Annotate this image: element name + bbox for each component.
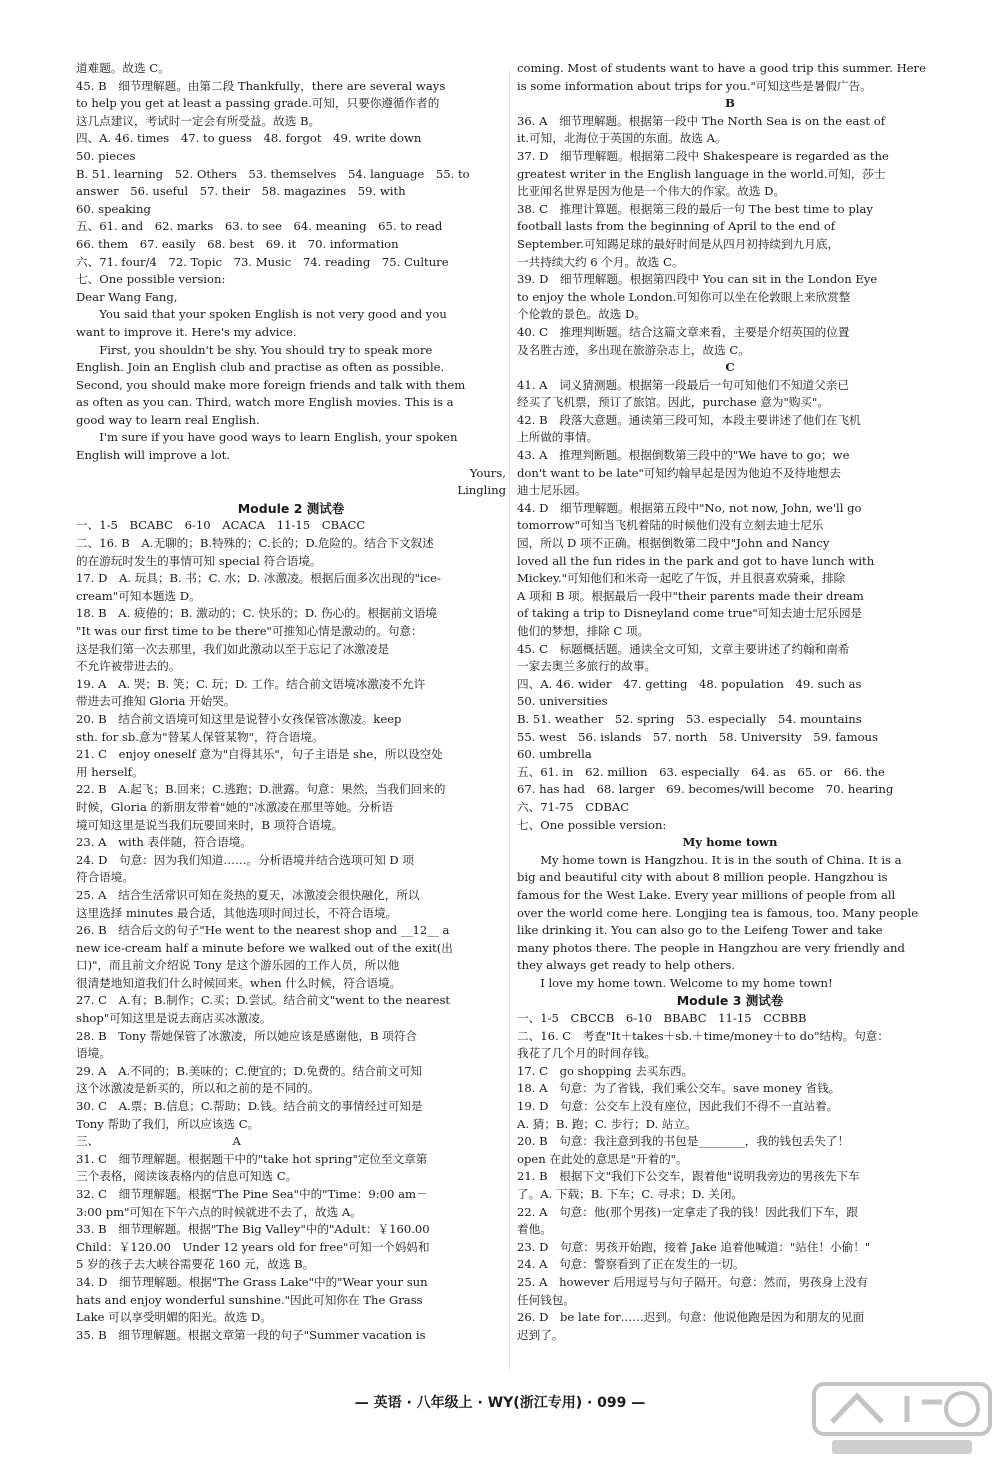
text-line: 19. D 句意：公交车上没有座位，因此我们不得不一直站着。	[517, 1099, 839, 1114]
text-line: 29. A A.不同的；B.美味的；C.便宜的；D.免费的。结合前文可知	[76, 1063, 423, 1078]
text-line: 迟到了。	[517, 1327, 564, 1342]
text-line: 17. D A. 玩具；B. 书；C. 水；D. 冰激凌。根据后面多次出现的"ice-	[76, 571, 441, 586]
text-line: 21. B 根据下文"我们下公交车，跟着他"说明我旁边的男孩先下车	[517, 1169, 860, 1184]
text-line: 四、A. 46. times 47. to guess 48. forgot 49. write down	[76, 131, 422, 146]
text-line: You said that your spoken English is not very good and you	[99, 307, 447, 322]
text-line: 28. B Tony 帮她保管了冰激凌，所以她应该是感谢他，B 项符合	[76, 1028, 418, 1043]
text-line: 30. C A.票；B.信息；C.帮助；D.钱。结合前文的事情经过可知是	[76, 1099, 423, 1114]
text-line: they always get ready to help others.	[517, 958, 736, 973]
text-line: over the world come here. Longjing tea is famous, too. Many people	[517, 905, 919, 920]
text-line: it.可知，北海位于英国的东面。故选 A。	[517, 131, 727, 146]
text-line: 25. A 结合生活常识可知在炎热的夏天，冰激凌会很快融化，所以	[76, 887, 420, 902]
text-line: 时候，Gloria 的新朋友带着"她的"冰激凌在那里等她。分析语	[76, 799, 394, 814]
text-line: 一、1-5 BCABC 6-10 ACACA 11-15 CBACC	[76, 518, 366, 533]
text-line: shop"可知这里是说去商店买冰激凌。	[76, 1011, 272, 1026]
text-line: 38. C 推理计算题。根据第三段的最后一句 The best time to play	[517, 201, 873, 216]
text-line: 境可知这里是说当我们玩要回来时，B 项符合语境。	[76, 817, 344, 832]
text-line: 22. A 句意：他(那个男孩)一定拿走了我的钱！因此我们下车，跟	[517, 1204, 858, 1219]
text-line: tomorrow"可知当飞机着陆的时候他们没有立刻去迪士尼乐	[517, 518, 824, 533]
text-line: 七、One possible version:	[76, 272, 226, 287]
text-line: 一、1-5 CBCCB 6-10 BBABC 11-15 CCBBB	[517, 1011, 807, 1026]
text-line: 23. A with 表伴随，符合语境。	[76, 835, 252, 850]
text-line: 67. has had 68. larger 69. becomes/will become 70. hearing	[517, 782, 894, 797]
text-line: 5 岁的孩子去大峡谷需要花 160 元，故选 B。	[76, 1257, 315, 1272]
text-line: 带进去可推知 Gloria 开始哭。	[76, 694, 236, 709]
text-line: cream"可知本题选 D。	[76, 588, 201, 603]
text-line: "It was our first time to be there"可推知心情是激动的。句意：	[76, 624, 423, 638]
text-line: C	[725, 360, 735, 375]
text-line: 着他。	[517, 1222, 552, 1237]
text-line: Lingling	[457, 483, 506, 498]
text-line: 66. them 67. easily 68. best 69. it 70. information	[76, 236, 399, 251]
text-line: coming. Most of students want to have a good trip this summer. Here	[517, 61, 926, 75]
text-line: to enjoy the whole London.可知你可以坐在伦敦眼上来欣赏整	[517, 289, 851, 304]
text-line: 这几点建议，考试时一定会有所受益。故选 B。	[76, 113, 321, 128]
text-line: 我花了几个月的时间存钱。	[517, 1046, 657, 1061]
text-line: Child：￥120.00 Under 12 years old for free"可知一个妈妈和	[76, 1239, 430, 1254]
text-line: 符合语境。	[76, 870, 134, 885]
text-line: 39. D 细节理解题。根据第四段中 You can sit in the London Eye	[517, 272, 878, 287]
text-line: 一家去奥兰多旅行的故事。	[517, 659, 657, 674]
text-line: 32. C 细节理解题。根据"The Pine Sea"中的"Time：9:00 am－	[76, 1187, 428, 1201]
text-line: B	[725, 96, 735, 111]
text-line: Dear Wang Fang,	[76, 289, 178, 304]
text-line: 21. C enjoy oneself 意为"自得其乐"，句子主语是 she，所以设空处	[76, 747, 443, 762]
text-line: 及名胜古迹，多出现在旅游杂志上，故选 C。	[517, 342, 750, 357]
text-line: A 项和 B 项。根据最后一段中"their parents made their dream	[517, 588, 864, 603]
text-line: 17. C go shopping 去买东西。	[517, 1063, 694, 1078]
text-line: I'm sure if you have good ways to learn English, your spoken	[99, 430, 458, 445]
text-line: as often as you can. Third, watch more English movies. This is a	[76, 395, 454, 410]
text-line: 不允许被带进去的。	[76, 659, 181, 674]
text-line: 27. C A.有；B.制作；C.买；D.尝试。结合前文"went to the nearest	[76, 993, 451, 1008]
text-line: want to improve it. Here's my advice.	[76, 324, 297, 339]
text-line: 44. D 细节理解题。根据第五段中"No, not now, John, we'll go	[517, 500, 862, 515]
text-line: 二、16. C 考查"It＋takes＋sb.＋time/money＋to do"结构。句意：	[517, 1028, 889, 1043]
text-line: 五、61. and 62. marks 63. to see 64. meaning 65. to read	[76, 219, 443, 234]
text-line: English. Join an English club and practise as often as possible.	[76, 360, 445, 375]
right-column	[517, 60, 943, 1344]
text-line: B. 51. weather 52. spring 53. especially 54. mountains	[517, 711, 862, 726]
section-heading: Module 3 测试卷	[676, 993, 784, 1009]
text-line: 四、A. 46. wider 47. getting 48. population 49. such as	[517, 676, 862, 691]
text-line: 45. C 标题概括题。通读全文可知，文章主要讲述了约翰和南希	[517, 641, 850, 656]
text-line: 25. A however 后用逗号与句子隔开。句意：然而，男孩身上没有	[517, 1274, 869, 1289]
text-line: 迪士尼乐园。	[517, 483, 587, 498]
text-line: don't want to be late"可知约翰早起是因为他迫不及待地想去	[517, 465, 841, 480]
text-line: 60. umbrella	[517, 747, 592, 762]
text-line: 三、 A	[76, 1134, 241, 1149]
text-line: 22. B A.起飞；B.回来；C.逃跑；D.泄露。句意：果然，当我们回来的	[76, 782, 446, 797]
text-line: big and beautiful city with about 8 million people. Hangzhou is	[517, 870, 888, 885]
text-line: 这是我们第一次去那里，我们如此激动以至于忘记了冰激凌是	[76, 641, 390, 656]
text-line: 45. B 细节理解题。由第二段 Thankfully，there are several ways	[76, 78, 446, 93]
text-line: 很清楚地知道我们什么时候回来。when 什么时候，符合语境。	[76, 975, 402, 990]
text-line: 这个冰激凌是新买的，所以和之前的是不同的。	[76, 1081, 320, 1096]
text-line: to help you get at least a passing grade.可知，只要你遵循作者的	[76, 96, 440, 111]
text-line: 26. B 结合后文的句子"He went to the nearest shop and __12__ a	[76, 923, 450, 938]
text-line: A. 猜；B. 跑；C. 步行；D. 站立。	[517, 1116, 697, 1131]
text-line: 这里选择 minutes 最合适，其他选项时间过长，不符合语境。	[76, 905, 398, 920]
text-line: B. 51. learning 52. Others 53. themselves 54. language 55. to	[76, 166, 470, 181]
text-line: 20. B 结合前文语境可知这里是说替小女孩保管冰激凌。keep	[76, 711, 402, 726]
text-line: 55. west 56. islands 57. north 58. University 59. famous	[517, 729, 878, 744]
text-line: 37. D 细节理解题。根据第二段中 Shakespeare is regarded as the	[517, 148, 889, 163]
page-footer: — 英语 · 八年级上 · WY(浙江专用) · 099 —	[354, 1395, 646, 1411]
text-line: 语境。	[76, 1046, 111, 1061]
text-line: 园，所以 D 项不正确。根据倒数第二段中"John and Nancy	[517, 536, 830, 551]
text-line: 40. C 推理判断题。结合这篇文章来看，主要是介绍英国的位置	[517, 324, 850, 339]
text-line: Mickey."可知他们和米奇一起吃了午饭，并且很喜欢骑乘，排除	[517, 571, 846, 586]
text-line: hats and enjoy wonderful sunshine."因此可知你在 The Grass	[76, 1292, 423, 1307]
text-line: 50. pieces	[76, 148, 136, 163]
text-line: 五、61. in 62. million 63. especially 64. as 65. or 66. the	[517, 764, 885, 779]
text-line: 他们的梦想，排除 C 项。	[517, 624, 650, 638]
text-line: 三个表格，阅读该表格内的信息可知选 C。	[76, 1169, 298, 1184]
text-line: 42. B 段落大意题。通读第三段可知，本段主要讲述了他们在飞机	[517, 412, 861, 427]
text-line: 一共持续大约 6 个月。故选 C。	[517, 254, 684, 269]
text-line: September.可知踢足球的最好时间是从四月初持续到九月底，	[517, 236, 840, 251]
text-line: of taking a trip to Disneyland come true"可知去迪士尼乐园是	[517, 606, 863, 621]
text-line: 上所做的事情。	[517, 430, 599, 445]
text-line: 的在游玩时发生的事情可知 special 符合语境。	[76, 553, 322, 568]
text-line: Tony 帮助了我们，所以应该选 C。	[76, 1116, 260, 1131]
watermark-logo	[812, 1382, 992, 1460]
text-line: 六、71. four/4 72. Topic 73. Music 74. reading 75. Culture	[76, 254, 449, 269]
text-line: new ice-cream half a minute before we walked out of the exit(出	[76, 940, 453, 955]
text-line: First, you shouldn't be shy. You should try to speak more	[99, 342, 433, 357]
text-line: Second, you should make more foreign friends and talk with them	[76, 377, 466, 392]
text-line: 20. B 句意：我注意到我的书包是________，我的钱包丢失了！	[517, 1134, 850, 1149]
text-line: open 在此处的意思是"开着的"。	[517, 1151, 688, 1166]
text-line: 19. A A. 哭；B. 笑；C. 玩；D. 工作。结合前文语境冰激凌不允许	[76, 676, 426, 691]
text-line: 35. B 细节理解题。根据文章第一段的句子"Summer vacation is	[76, 1327, 426, 1342]
text-line: 41. A 词义猜测题。根据第一段最后一句可知他们不知道父亲已	[517, 377, 849, 392]
text-line: 比亚闻名世界是因为他是一个伟大的作家。故选 D。	[517, 184, 786, 199]
left-column	[76, 60, 506, 1344]
text-line: answer 56. useful 57. their 58. magazines 59. with	[76, 184, 406, 199]
text-line: 24. A 句意：警察看到了正在发生的一切。	[517, 1257, 745, 1272]
text-line: 任何钱包。	[517, 1292, 575, 1307]
text-line: My home town is Hangzhou. It is in the south of China. It is a	[540, 852, 902, 867]
text-line: 六、71-75 CDBAC	[517, 799, 630, 814]
text-line: good way to learn real English.	[76, 412, 260, 427]
text-line: Yours,	[469, 465, 506, 480]
text-line: like drinking it. You can also go to the Leifeng Tower and take	[517, 923, 883, 938]
text-line: 26. D be late for……迟到。句意：他说他跑是因为和朋友的见面	[517, 1310, 865, 1325]
text-line: 18. A 句意：为了省钱，我们乘公交车。save money 省钱。	[517, 1081, 841, 1096]
text-line: 用 herself。	[76, 764, 144, 779]
text-line: sth. for sb.意为"替某人保管某物"，符合语境。	[76, 729, 324, 744]
text-line: 31. C 细节理解题。根据题干中的"take hot spring"定位至文章第	[76, 1151, 428, 1166]
text-line: 24. D 句意：因为我们知道……。分析语境并结合选项可知 D 项	[76, 852, 414, 867]
text-line: 36. A 细节理解题。根据第一段中 The North Sea is on the east of	[517, 113, 886, 128]
text-line: 口)"，而且前文介绍说 Tony 是这个游乐园的工作人员，所以他	[76, 958, 400, 973]
text-line: 60. speaking	[76, 201, 151, 216]
text-line: is some information about trips for you."可知这些是暑假广告。	[517, 78, 872, 93]
column-divider	[509, 70, 510, 1370]
text-line: loved all the fun rides in the park and got to have lunch with	[517, 553, 875, 568]
text-line: football lasts from the beginning of April to the end of	[517, 219, 836, 234]
text-line: 34. D 细节理解题。根据"The Grass Lake"中的"Wear your sun	[76, 1274, 428, 1289]
text-line: 经买了飞机票，预订了旅馆。因此，purchase 意为"购买"。	[517, 395, 829, 410]
text-line: 50. universities	[517, 694, 608, 709]
text-line: 个伦敦的景色。故选 D。	[517, 307, 646, 322]
text-line: 二、16. B A.无聊的；B.特殊的；C.长的；D.危险的。结合下文叙述	[76, 536, 434, 551]
text-line: 了。A. 下载；B. 下车；C. 寻求；D. 关闭。	[517, 1187, 744, 1201]
text-line: many photos there. The people in Hangzhou are very friendly and	[517, 940, 905, 955]
text-line: 18. B A. 疲倦的；B. 激动的；C. 快乐的；D. 伤心的。根据前文语境	[76, 606, 438, 621]
text-line: 43. A 推理判断题。根据倒数第三段中的"We have to go；we	[517, 448, 850, 463]
text-line: 道难题。故选 C。	[76, 61, 170, 75]
text-line: I love my home town. Welcome to my home town!	[540, 975, 833, 990]
text-line: Lake 可以享受明媚的阳光。故选 D。	[76, 1310, 272, 1325]
section-heading: Module 2 测试卷	[237, 500, 345, 516]
section-heading: My home town	[682, 835, 778, 850]
text-line: English will improve a lot.	[76, 448, 230, 463]
text-line: 3:00 pm"可知在下午六点的时候就进不去了，故选 A。	[76, 1204, 362, 1219]
text-line: 七、One possible version:	[517, 817, 667, 832]
text-line: 23. D 句意：男孩开始跑，接着 Jake 追着他喊道："站住！小偷！"	[517, 1239, 871, 1254]
text-line: greatest writer in the English language in the world.可知，莎士	[517, 166, 886, 181]
text-line: 33. B 细节理解题。根据"The Big Valley"中的"Adult：￥160.00	[76, 1222, 430, 1237]
text-line: famous for the West Lake. Every year millions of people from all	[517, 887, 896, 902]
